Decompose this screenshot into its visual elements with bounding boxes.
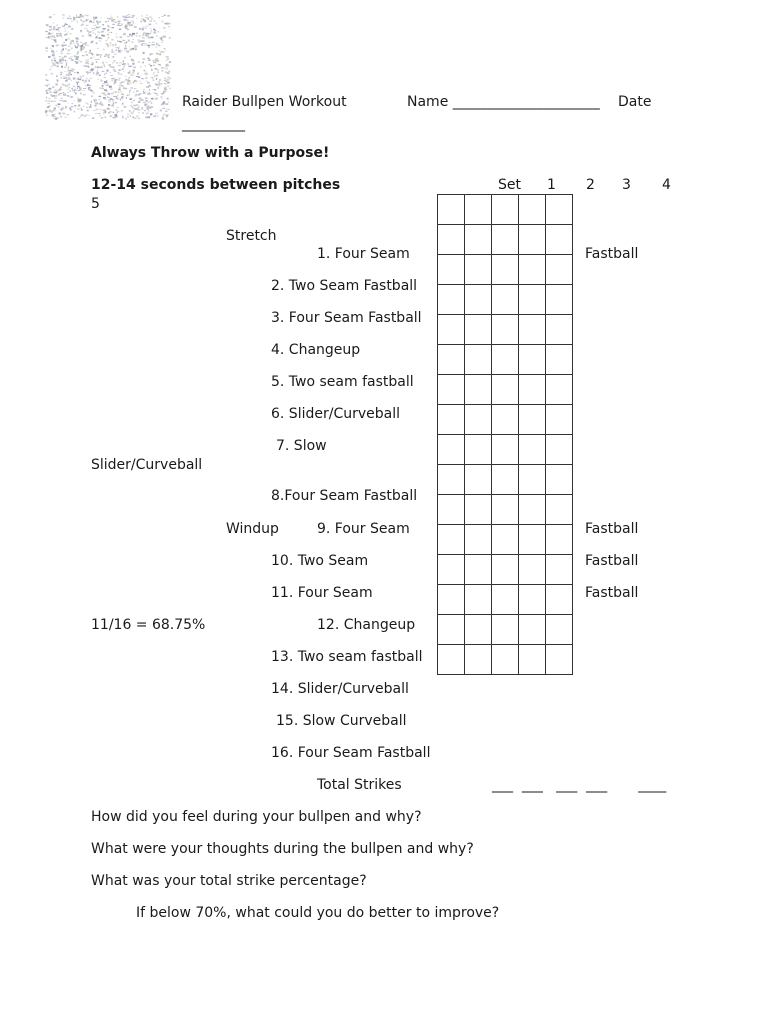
tally-cell[interactable] [465, 195, 492, 225]
tally-cell[interactable] [465, 525, 492, 555]
question-thoughts: What were your thoughts during the bullpen and why? [91, 841, 474, 857]
tally-cell[interactable] [465, 315, 492, 345]
tally-cell[interactable] [492, 615, 519, 645]
tally-cell[interactable] [492, 465, 519, 495]
tally-cell[interactable] [465, 465, 492, 495]
pitch-item-4: 4. Changeup [271, 342, 361, 358]
tally-cell[interactable] [438, 345, 465, 375]
tally-cell[interactable] [438, 285, 465, 315]
tally-cell[interactable] [438, 645, 465, 675]
tally-cell[interactable] [546, 555, 573, 585]
stretch-section-label: Stretch [226, 228, 277, 244]
tally-cell[interactable] [438, 585, 465, 615]
fastball-label-row-1: Fastball [585, 246, 639, 262]
tally-cell[interactable] [465, 225, 492, 255]
tally-row [438, 405, 573, 435]
pitch-item-10: 10. Two Seam [271, 553, 369, 569]
tally-cell[interactable] [546, 225, 573, 255]
tally-row [438, 585, 573, 615]
windup-section-label: Windup [226, 521, 279, 537]
tally-cell[interactable] [438, 225, 465, 255]
tally-cell[interactable] [519, 375, 546, 405]
tally-cell[interactable] [465, 555, 492, 585]
tally-cell[interactable] [519, 495, 546, 525]
tally-cell[interactable] [519, 195, 546, 225]
tally-cell[interactable] [546, 315, 573, 345]
tally-row [438, 435, 573, 465]
tally-cell[interactable] [519, 435, 546, 465]
team-logo-image [45, 14, 171, 120]
tally-cell[interactable] [492, 345, 519, 375]
tally-cell[interactable] [465, 585, 492, 615]
tally-cell[interactable] [546, 195, 573, 225]
fastball-label-row-11: Fastball [585, 585, 639, 601]
tally-cell[interactable] [546, 375, 573, 405]
tally-cell[interactable] [438, 435, 465, 465]
tally-cell[interactable] [546, 285, 573, 315]
fastball-label-row-10: Fastball [585, 553, 639, 569]
pitch-item-7: 7. Slow [276, 438, 327, 454]
tally-cell[interactable] [546, 525, 573, 555]
tally-cell[interactable] [519, 465, 546, 495]
pitch-item-6: 6. Slider/Curveball [271, 406, 400, 422]
question-feel: How did you feel during your bullpen and why? [91, 809, 422, 825]
pitch-item-11: 11. Four Seam [271, 585, 373, 601]
pitch-item-2: 2. Two Seam Fastball [271, 278, 418, 294]
fastball-label-row-9: Fastball [585, 521, 639, 537]
tally-cell[interactable] [546, 345, 573, 375]
strike-tally-grid [437, 194, 573, 675]
tally-cell[interactable] [492, 645, 519, 675]
pitch-item-7-continued: Slider/Curveball [91, 457, 203, 473]
tally-row [438, 555, 573, 585]
total-strikes-label: Total Strikes [317, 777, 402, 793]
set-number-5: 5 [91, 196, 100, 212]
tally-cell[interactable] [465, 435, 492, 465]
tally-cell[interactable] [519, 345, 546, 375]
pitch-item-13: 13. Two seam fastball [271, 649, 423, 665]
tally-cell[interactable] [519, 525, 546, 555]
tally-row [438, 375, 573, 405]
tally-cell[interactable] [546, 435, 573, 465]
purpose-heading: Always Throw with a Purpose! [91, 145, 330, 161]
tally-cell[interactable] [492, 315, 519, 345]
date-field-blank: _________ [182, 116, 245, 132]
tally-cell[interactable] [438, 615, 465, 645]
tally-row [438, 195, 573, 225]
tally-cell[interactable] [519, 225, 546, 255]
tally-cell[interactable] [465, 345, 492, 375]
tally-cell[interactable] [492, 495, 519, 525]
set-column-label: Set [498, 177, 521, 193]
tally-cell[interactable] [465, 495, 492, 525]
tally-row [438, 345, 573, 375]
tally-cell[interactable] [492, 285, 519, 315]
question-strike-percentage: What was your total strike percentage? [91, 873, 367, 889]
pitch-interval-heading: 12-14 seconds between pitches [91, 177, 341, 193]
tally-cell[interactable] [546, 495, 573, 525]
set-number-4: 4 [662, 177, 671, 193]
tally-cell[interactable] [492, 555, 519, 585]
pitch-item-3: 3. Four Seam Fastball [271, 310, 422, 326]
name-field-label: Name _____________________ [407, 94, 600, 110]
tally-cell[interactable] [438, 555, 465, 585]
pitch-item-15: 15. Slow Curveball [276, 713, 407, 729]
tally-cell[interactable] [519, 615, 546, 645]
tally-cell[interactable] [546, 465, 573, 495]
tally-cell[interactable] [438, 405, 465, 435]
tally-cell[interactable] [519, 315, 546, 345]
tally-cell[interactable] [546, 405, 573, 435]
tally-cell[interactable] [492, 435, 519, 465]
pitch-item-8: 8.Four Seam Fastball [271, 488, 418, 504]
worksheet-title: Raider Bullpen Workout [182, 94, 347, 110]
total-strikes-blanks: ___ ___ ___ ___ ____ [492, 777, 667, 793]
tally-row [438, 285, 573, 315]
tally-row [438, 465, 573, 495]
tally-cell[interactable] [492, 255, 519, 285]
pitch-item-9: 9. Four Seam [317, 521, 410, 537]
tally-row [438, 225, 573, 255]
tally-row [438, 525, 573, 555]
tally-cell[interactable] [438, 315, 465, 345]
tally-cell[interactable] [519, 645, 546, 675]
tally-cell[interactable] [438, 495, 465, 525]
tally-cell[interactable] [546, 585, 573, 615]
question-improve: If below 70%, what could you do better to improve? [136, 905, 500, 921]
tally-row [438, 315, 573, 345]
tally-cell[interactable] [465, 255, 492, 285]
tally-cell[interactable] [438, 195, 465, 225]
tally-cell[interactable] [519, 285, 546, 315]
tally-cell[interactable] [492, 225, 519, 255]
tally-cell[interactable] [492, 405, 519, 435]
date-field-label: Date [618, 94, 652, 110]
tally-cell[interactable] [465, 375, 492, 405]
set-number-2: 2 [586, 177, 595, 193]
pitch-item-12: 12. Changeup [317, 617, 416, 633]
tally-cell[interactable] [438, 375, 465, 405]
pitch-item-14: 14. Slider/Curveball [271, 681, 409, 697]
tally-cell[interactable] [519, 405, 546, 435]
strike-percentage-note: 11/16 = 68.75% [91, 617, 206, 633]
tally-cell[interactable] [492, 525, 519, 555]
tally-cell[interactable] [546, 255, 573, 285]
tally-cell[interactable] [465, 645, 492, 675]
tally-cell[interactable] [519, 585, 546, 615]
tally-cell[interactable] [519, 555, 546, 585]
pitch-item-5: 5. Two seam fastball [271, 374, 414, 390]
tally-cell[interactable] [438, 525, 465, 555]
set-number-3: 3 [622, 177, 631, 193]
tally-cell[interactable] [492, 585, 519, 615]
tally-row [438, 645, 573, 675]
tally-cell[interactable] [492, 195, 519, 225]
tally-cell[interactable] [519, 255, 546, 285]
tally-row [438, 615, 573, 645]
tally-cell[interactable] [465, 285, 492, 315]
tally-row [438, 495, 573, 525]
tally-cell[interactable] [546, 645, 573, 675]
tally-cell[interactable] [465, 615, 492, 645]
tally-cell[interactable] [465, 405, 492, 435]
tally-row [438, 255, 573, 285]
pitch-item-16: 16. Four Seam Fastball [271, 745, 431, 761]
tally-cell[interactable] [492, 375, 519, 405]
set-number-1: 1 [547, 177, 556, 193]
tally-cell[interactable] [438, 465, 465, 495]
tally-cell[interactable] [438, 255, 465, 285]
pitch-item-1: 1. Four Seam [317, 246, 410, 262]
tally-cell[interactable] [546, 615, 573, 645]
